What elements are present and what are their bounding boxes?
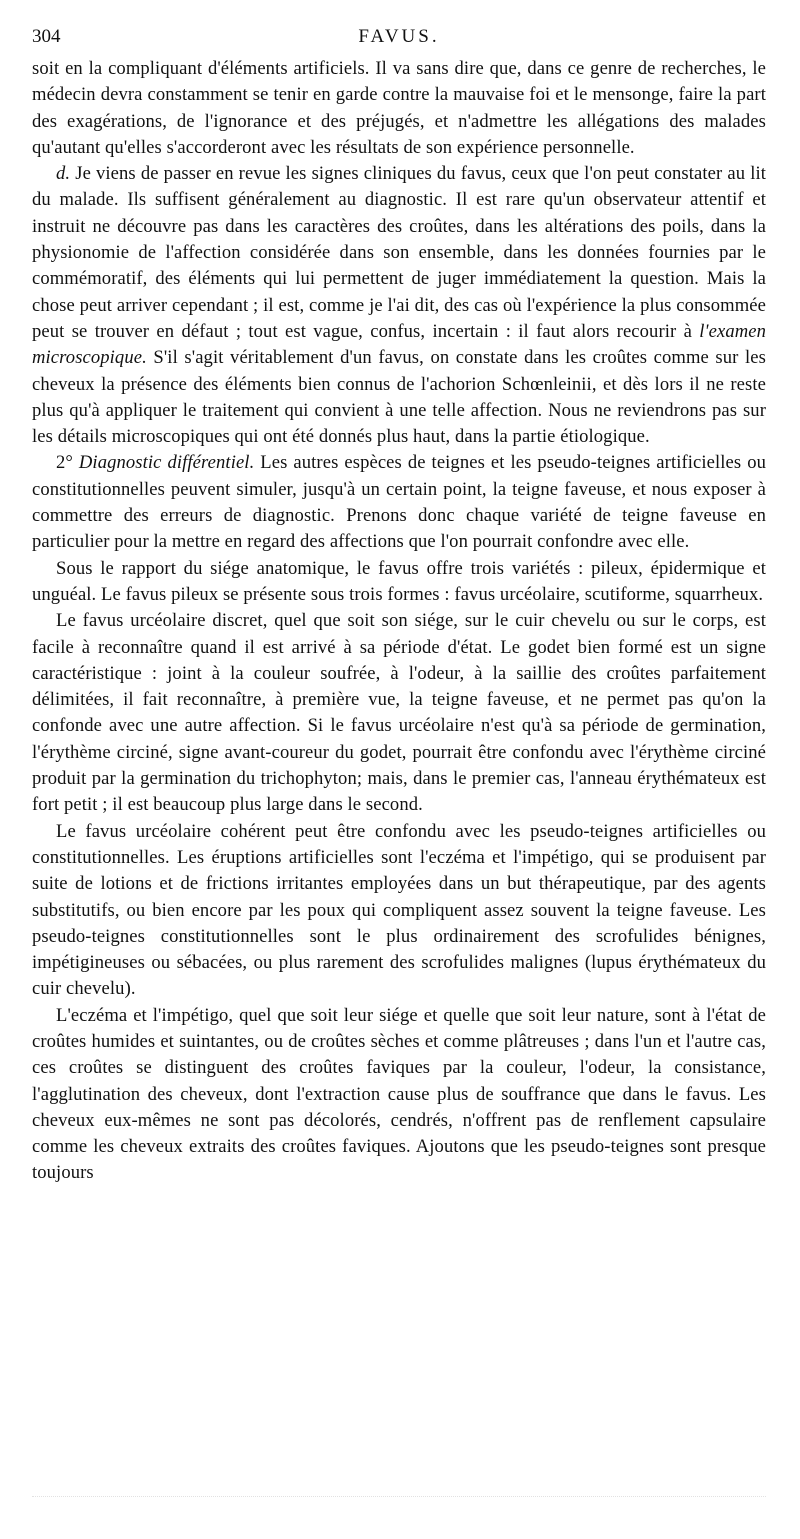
paragraph-siege-anatomique [32,556,766,609]
paragraph-text: Les autres espèces de teignes et les pseudo-teignes artificielles ou constitutionnelles peuvent simuler, jusqu'à un certain point, la teigne faveuse, et nous exposer à commettre des erreurs de diagnostic. Prenons donc chaque variété de teigne faveuse en particulier pour la mettre en regard des affections que l'on pourrait confondre avec elle. [32,452,766,553]
running-title: FAVUS. [358,26,440,47]
paragraph-favus-urceolaire-coherent [32,819,766,1003]
section-number: 2° [56,452,73,474]
section-marker: d. [56,163,71,185]
body-text [32,56,766,1187]
paragraph-text: L'eczéma et l'impétigo, quel que soit leur siége et quelle que soit leur nature, sont à l'état de croûtes humides et suintantes, ou de croûtes sèches et comme plâtreuses ; dans l'un et l'autre cas, ces croûtes se distinguent des croûtes faviques par la couleur, l'odeur, la consistance, l'agglutination des cheveux, dont l'extraction cause plus de souffrance que dans le favus. Les cheveux eux-mêmes ne sont pas décolorés, cendrés, n'offrent pas de renflement capsulaire comme les cheveux extraits des croûtes faviques. Ajoutons que les pseudo-teignes sont presque toujours [32,1004,766,1184]
paragraph-text: Le favus urcéolaire cohérent peut être confondu avec les pseudo-teignes artificielles ou constitutionnelles. Les éruptions artificielles sont l'eczéma et l'impétigo, qui se produisent par suite de lotions et de frictions irritantes employées dans un but thérapeutique, par des agents substitutifs, ou bien encore par les poux qui compliquent assez souvent la teigne faveuse. Les pseudo-teignes constitutionnelles sont le plus ordinairement des scrofulides bénignes, impétigineuses ou sébacées, ou plus rarement des scrofulides malignes (lupus érythémateux du cuir chevelu). [32,820,766,1000]
paragraph-diagnostic-differentiel [32,450,766,555]
scan-artifact-line [32,1496,766,1503]
paragraph-continuation [32,56,766,161]
emphasis-term: l'examen microscopique. [32,320,766,369]
paragraph-favus-urceolaire-discret [32,608,766,818]
paragraph-text: soit en la compliquant d'éléments artificiels. Il va sans dire que, dans ce genre de recherches, le médecin devra constamment se tenir en garde contre la mauvaise foi et le mensonge, faire la part des exagérations, de l'ignorance et des préjugés, et n'admettre les allégations des malades qu'autant qu'elles s'accorderont avec les résultats de son expérience personnelle. [32,58,766,158]
paragraph-text: Je viens de passer en revue les signes cliniques du favus, ceux que l'on peut constater au lit du malade. Ils suffisent généralement au diagnostic. Il est rare qu'un observateur attentif et instruit ne découvre pas dans les caractères des croûtes, dans les altérations des poils, dans la physionomie de l'affection considérée dans son ensemble, dans les données fournies par le commémoratif, des éléments qui lui permettent de juger immédiatement la question. Mais la chose peut arriver cependant ; il est, comme je l'ai dit, des cas où l'expérience la plus consommée peut se trouver en défaut ; tout est vague, confus, incertain : il faut alors recourir à [32,163,766,342]
page-number: 304 [32,26,61,47]
paragraph-text: Le favus urcéolaire discret, quel que soit son siége, sur le cuir chevelu ou sur le corps, est facile à reconnaître quand il est arrivé à sa période d'état. Le godet bien formé est un signe caractéristique : joint à la couleur soufrée, à l'odeur, à la saillie des croûtes parfaitement délimitées, il fait reconnaître, à première vue, la teigne faveuse, et ne permet pas qu'on la confonde avec une autre affection. Si le favus urcéolaire n'est qu'à sa période de germination, l'érythème circiné, signe avant-coureur du godet, pourrait être confondu avec l'érythème circiné produit par la germination du trichophyton; mais, dans le premier cas, l'anneau érythémateux est fort petit ; il est beaucoup plus large dans le second. [32,610,766,816]
page-header [32,26,766,56]
paragraph-d [32,161,766,450]
paragraph-text: Sous le rapport du siége anatomique, le favus offre trois variétés : pileux, épidermique et unguéal. Le favus pileux se présente sous trois formes : favus urcéolaire, scutiforme, squarrheux. [32,557,766,605]
section-heading: Diagnostic différentiel. [72,452,255,474]
paragraph-text: S'il s'agit véritablement d'un favus, on constate dans les croûtes comme sur les cheveux la présence des éléments bien connus de l'achorion Schœnleinii, et dès lors il ne reste plus qu'à appliquer le traitement qui convient à une telle affection. Nous ne reviendrons pas sur les détails microscopiques qui ont été donnés plus haut, dans la partie étiologique. [32,347,766,448]
paragraph-eczema-impetigo [32,1003,766,1187]
